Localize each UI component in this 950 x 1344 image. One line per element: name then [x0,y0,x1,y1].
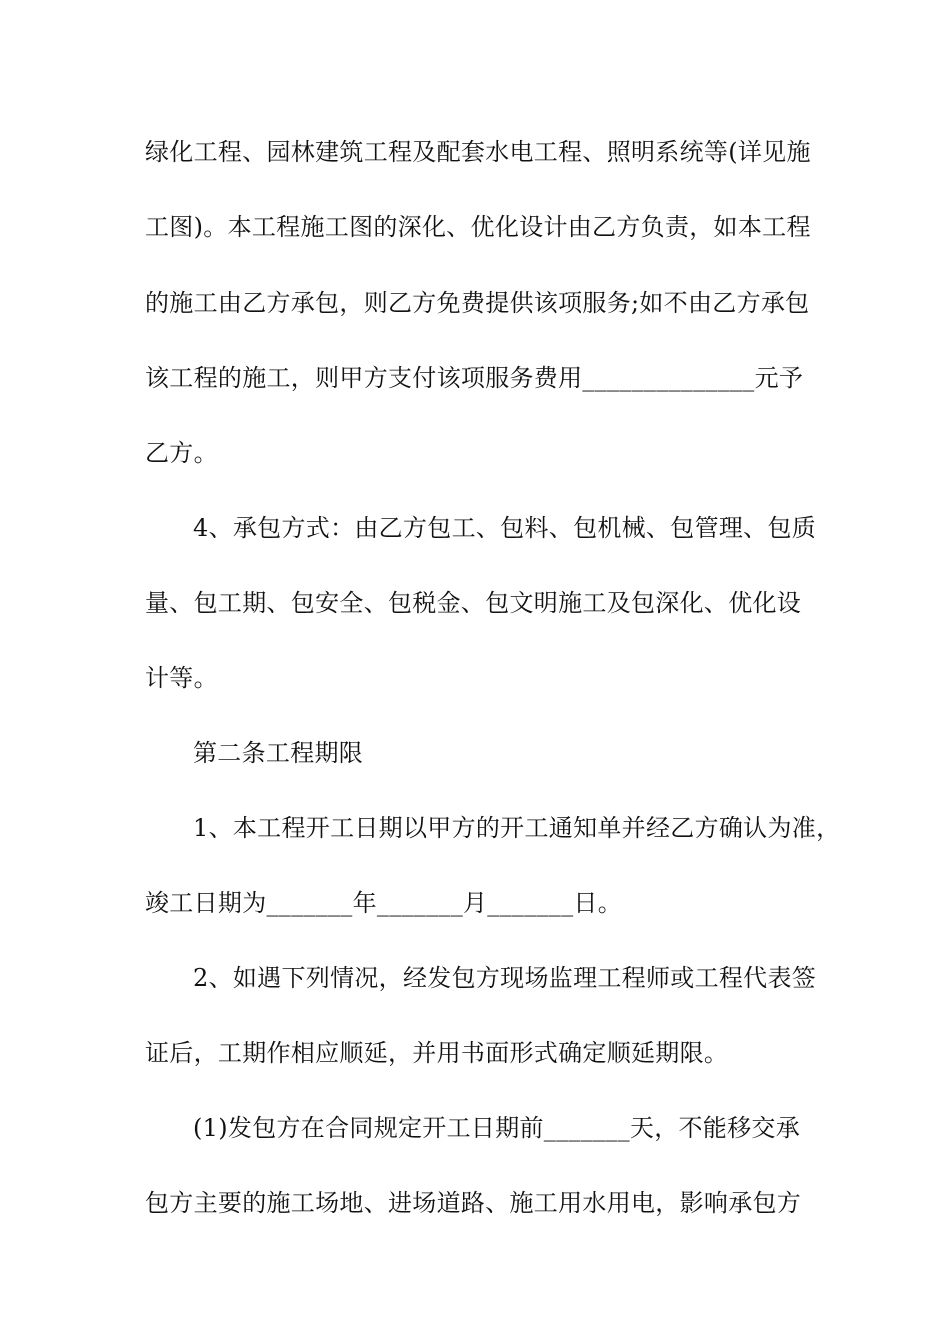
paragraph-start-line: 4、承包方式：由乙方包工、包料、包机械、包管理、包质 [193,514,817,542]
text-line: 计等。 [145,664,218,692]
section-heading: 第二条工程期限 [193,739,364,767]
text-line: 工图)。本工程施工图的深化、优化设计由乙方负责，如本工程 [145,213,811,241]
text-line: 证后，工期作相应顺延，并用书面形式确定顺延期限。 [145,1039,729,1067]
text-line: 包方主要的施工场地、进场道路、施工用水用电，影响承包方 [145,1189,802,1217]
text-line: 竣工日期为_______年_______月_______日。 [145,889,622,917]
text-line: 绿化工程、园林建筑工程及配套水电工程、照明系统等(详见施 [145,138,811,166]
text-line: 乙方。 [145,439,218,467]
text-line: 该工程的施工，则甲方支付该项服务费用______________元予 [145,364,804,392]
text-line: 量、包工期、包安全、包税金、包文明施工及包深化、优化设 [145,589,802,617]
text-line: 的施工由乙方承包，则乙方免费提供该项服务;如不由乙方承包 [145,289,810,317]
paragraph-start-line: 2、如遇下列情况，经发包方现场监理工程师或工程代表签 [193,964,817,992]
paragraph-start-line: 1、本工程开工日期以甲方的开工通知单并经乙方确认为准， [193,814,841,842]
paragraph-start-line: (1)发包方在合同规定开工日期前_______天，不能移交承 [193,1114,800,1142]
